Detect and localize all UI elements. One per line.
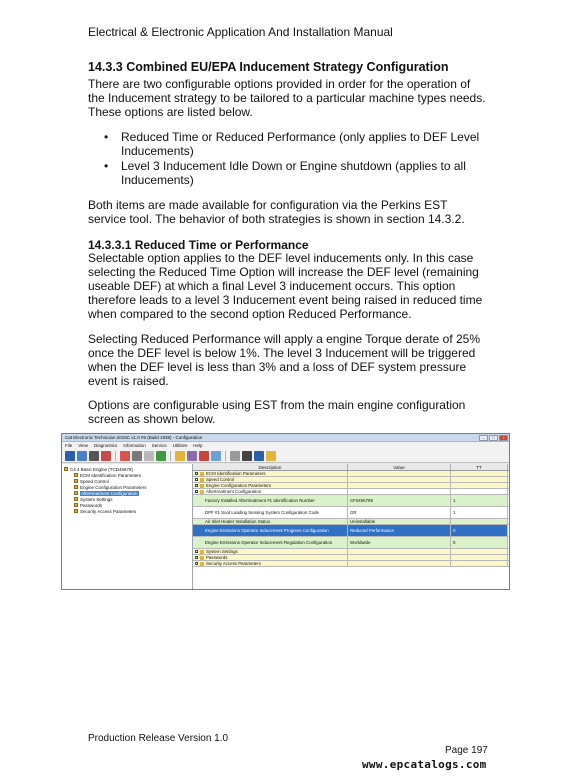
- flash-icon[interactable]: [254, 451, 264, 461]
- tree-item[interactable]: System Settings: [64, 496, 190, 502]
- menu-file[interactable]: File: [65, 443, 73, 448]
- column-tt[interactable]: TT: [451, 464, 508, 470]
- document-header: Electrical & Electronic Application And Installation Manual: [88, 25, 393, 39]
- grid-header: [193, 464, 509, 471]
- table-row[interactable]: System Settings: [193, 549, 509, 555]
- tree-root[interactable]: C4.4 Basic Engine (TCD45678): [64, 466, 190, 472]
- config-grid: [193, 464, 509, 589]
- menu-view[interactable]: View: [78, 443, 88, 448]
- connect-icon[interactable]: [65, 451, 75, 461]
- subsection-paragraph-1: Selectable option applies to the DEF level inducements only. In this case selecting the Reduced Time Option will increase the DEF level (remaining useable DEF) at which a final Level 3 inducement occurs. This option therefore leads to a level 3 Inducement event being raised in reduced time when compared to the second option Reduced Performance.: [88, 251, 483, 321]
- table-row[interactable]: Engine Emissions Operator Inducement Regulation Configuration Worldwide 0: [193, 537, 509, 549]
- toolbar: [62, 449, 509, 463]
- est-screenshot: [61, 433, 510, 590]
- minimize-icon[interactable]: –: [479, 435, 488, 441]
- section-intro: There are two configurable options provided in order for the operation of the Inducement strategy to be tailored to a particular machine types needs. These options are listed below.: [88, 77, 486, 119]
- diagnostic-icon[interactable]: [120, 451, 130, 461]
- release-version: Production Release Version 1.0: [88, 733, 229, 744]
- column-description[interactable]: Description: [193, 464, 348, 470]
- status-icon[interactable]: [132, 451, 142, 461]
- table-row[interactable]: Speed Control: [193, 477, 509, 483]
- license-icon[interactable]: [266, 451, 276, 461]
- window-titlebar: [62, 434, 509, 442]
- test-icon[interactable]: [199, 451, 209, 461]
- tree-item[interactable]: Engine Configuration Parameters: [64, 484, 190, 490]
- section-title: 14.3.3 Combined EU/EPA Inducement Strategy Configuration: [88, 60, 449, 74]
- tree-item[interactable]: Security Access Parameters: [64, 508, 190, 514]
- report-icon[interactable]: [230, 451, 240, 461]
- tree-item[interactable]: Speed Control: [64, 478, 190, 484]
- events-icon[interactable]: [144, 451, 154, 461]
- table-row[interactable]: Engine Configuration Parameters: [193, 483, 509, 489]
- menu-information[interactable]: Information: [123, 443, 146, 448]
- subsection-paragraph-3: Options are configurable using EST from the main engine configuration screen as shown below.: [88, 398, 466, 426]
- maximize-icon[interactable]: □: [489, 435, 498, 441]
- page-number: Page 197: [445, 745, 488, 756]
- tree-item[interactable]: Passwords: [64, 502, 190, 508]
- window-title: Cat Electronic Technician 2015C v1.0 #5 (Build 1938) - Configuration: [65, 435, 203, 440]
- home-icon[interactable]: [242, 451, 252, 461]
- app-body: [62, 464, 509, 589]
- subsection-paragraph-2: Selecting Reduced Performance will apply a engine Torque derate of 25% once the DEF level is below 1%. The level 3 Inducement will be triggered when the DEF level is less than 3% and a loss of DEF system pressure event is raised.: [88, 332, 481, 388]
- option-list: [104, 130, 484, 188]
- menu-bar: [62, 442, 509, 449]
- print-icon[interactable]: [89, 451, 99, 461]
- cylinder-icon[interactable]: [187, 451, 197, 461]
- watermark: www.epcatalogs.com: [362, 758, 487, 771]
- menu-help[interactable]: Help: [193, 443, 203, 448]
- config-icon[interactable]: [175, 451, 185, 461]
- table-row[interactable]: Air Inlet Heater Installation Status Uninstallable: [193, 519, 509, 525]
- graph-icon[interactable]: [101, 451, 111, 461]
- subsection-title: 14.3.3.1 Reduced Time or Performance: [88, 238, 309, 252]
- option-item: • Level 3 Inducement Idle Down or Engine shutdown (applies to all Inducements): [104, 159, 484, 187]
- parameters-icon[interactable]: [156, 451, 166, 461]
- table-row[interactable]: DPF #1 Soot Loading Sensing System Configuration Code GR 1: [193, 507, 509, 519]
- table-row[interactable]: ECM Identification Parameters: [193, 471, 509, 477]
- menu-utilities[interactable]: Utilities: [172, 443, 188, 448]
- table-row[interactable]: Factory Installed Aftertreatment #1 Identification Number CF0456789 1: [193, 495, 509, 507]
- table-row[interactable]: Passwords: [193, 555, 509, 561]
- table-row[interactable]: Security Access Parameters: [193, 561, 509, 567]
- ecm-icon[interactable]: [77, 451, 87, 461]
- menu-service[interactable]: Service: [151, 443, 167, 448]
- menu-diagnostics[interactable]: Diagnostics: [93, 443, 118, 448]
- config-tree: [62, 464, 193, 589]
- column-value[interactable]: Value: [348, 464, 451, 470]
- tree-item-selected[interactable]: Aftertreatment Configuration: [64, 490, 190, 496]
- option-item: • Reduced Time or Reduced Performance (only applies to DEF Level Inducements): [104, 130, 484, 158]
- table-row-selected[interactable]: Engine Emissions Operator Inducement Progress Configuration Reduced Performance 0: [193, 525, 509, 537]
- section-paragraph: Both items are made available for configuration via the Perkins EST service tool. The behavior of both strategies is shown in section 14.3.2.: [88, 198, 465, 226]
- close-icon[interactable]: ×: [499, 435, 508, 441]
- table-row[interactable]: Aftertreatment Configuration: [193, 489, 509, 495]
- tree-item[interactable]: ECM Identification Parameters: [64, 472, 190, 478]
- calibration-icon[interactable]: [211, 451, 221, 461]
